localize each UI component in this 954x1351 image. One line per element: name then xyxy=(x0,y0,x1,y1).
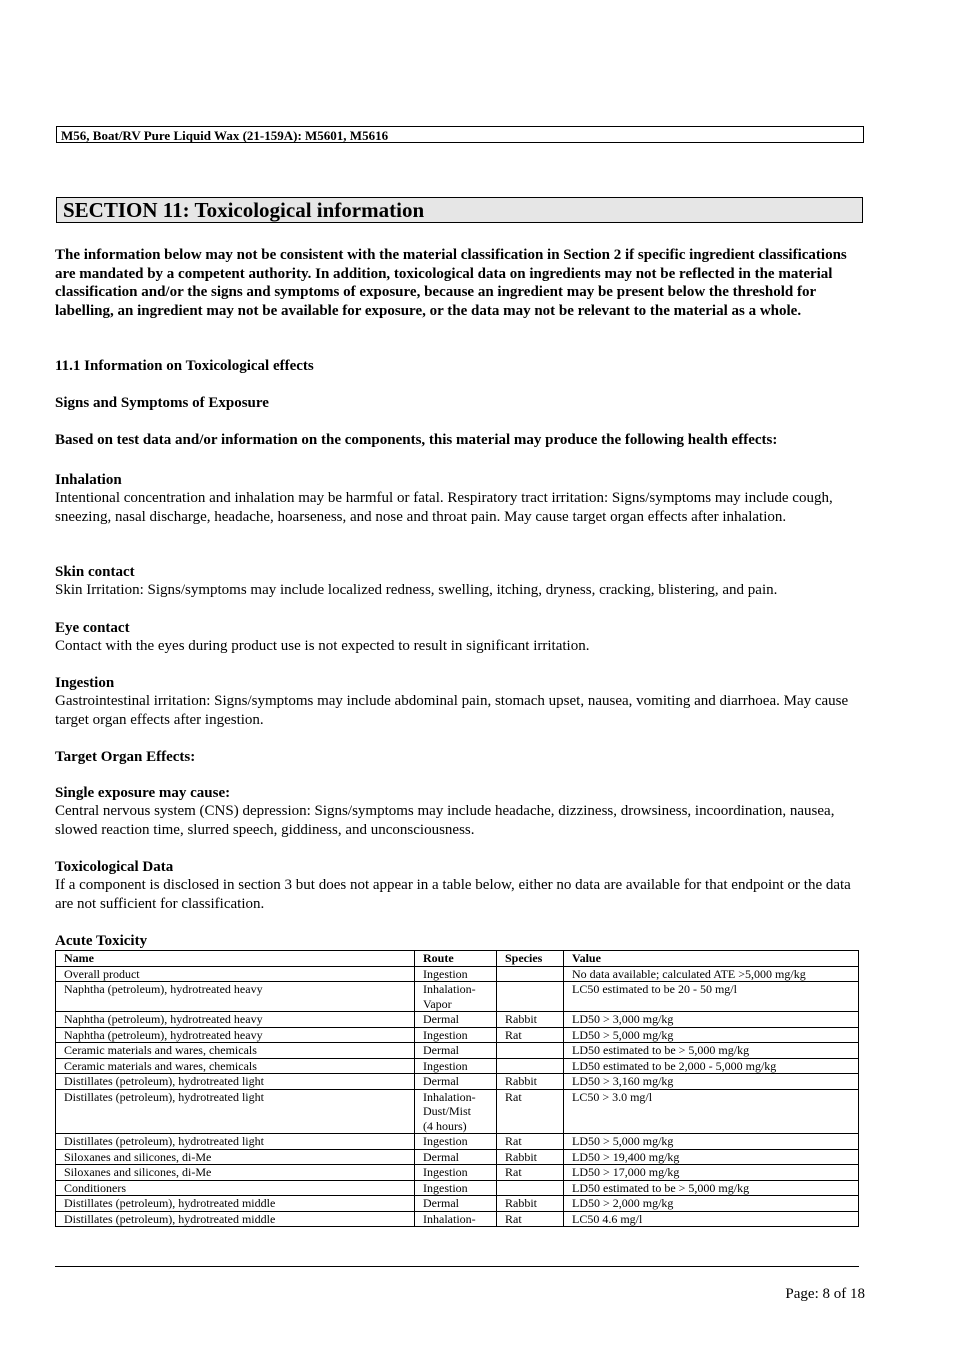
cell-species xyxy=(497,1058,564,1074)
cell-route: Inhalation- xyxy=(415,1211,497,1227)
cell-value: LD50 > 2,000 mg/kg xyxy=(564,1196,859,1212)
cell-value: LD50 estimated to be > 5,000 mg/kg xyxy=(564,1180,859,1196)
page-number: Page: 8 of 18 xyxy=(785,1286,865,1302)
cell-species: Rabbit xyxy=(497,1074,564,1090)
cell-route: Ingestion xyxy=(415,1058,497,1074)
document-header-product: M56, Boat/RV Pure Liquid Wax (21-159A): M5601, M5616 xyxy=(56,126,864,143)
cell-value: LD50 > 5,000 mg/kg xyxy=(564,1027,859,1043)
cell-name: Naphtha (petroleum), hydrotreated heavy xyxy=(56,982,415,1012)
target-organ-heading: Target Organ Effects: xyxy=(55,749,196,765)
cell-species: Rabbit xyxy=(497,1149,564,1165)
table-row xyxy=(56,1043,859,1059)
single-exposure-heading: Single exposure may cause: xyxy=(55,785,231,801)
table-row xyxy=(56,982,859,1012)
cell-species xyxy=(497,982,564,1012)
cell-route: Dermal xyxy=(415,1074,497,1090)
cell-name: Ceramic materials and wares, chemicals xyxy=(56,1058,415,1074)
table-row xyxy=(56,1134,859,1150)
cell-route: Dermal xyxy=(415,1149,497,1165)
cell-route: Dermal xyxy=(415,1196,497,1212)
cell-value: LD50 > 19,400 mg/kg xyxy=(564,1149,859,1165)
toxicological-data-heading: Toxicological Data xyxy=(55,859,174,875)
cell-name: Siloxanes and silicones, di-Me xyxy=(56,1149,415,1165)
table-row xyxy=(56,1180,859,1196)
cell-species xyxy=(497,966,564,982)
cell-route: Inhalation- Vapor xyxy=(415,982,497,1012)
table-row xyxy=(56,1012,859,1028)
cell-species: Rabbit xyxy=(497,1196,564,1212)
cell-name: Distillates (petroleum), hydrotreated light xyxy=(56,1089,415,1134)
cell-species: Rat xyxy=(497,1089,564,1134)
eye-contact-text: Contact with the eyes during product use is not expected to result in significant irritation. xyxy=(55,638,590,654)
cell-name: Siloxanes and silicones, di-Me xyxy=(56,1165,415,1181)
table-row xyxy=(56,1211,859,1227)
cell-value: LC50 > 3.0 mg/l xyxy=(564,1089,859,1134)
cell-value: LD50 > 17,000 mg/kg xyxy=(564,1165,859,1181)
cell-species xyxy=(497,1043,564,1059)
skin-contact-text: Skin Irritation: Signs/symptoms may include localized redness, swelling, itching, dryness, cracking, blistering, and pain. xyxy=(55,582,778,598)
intro-paragraph: The information below may not be consistent with the material classification in Section 2 if specific ingredient classifications are mandated by a competent authority. In addition, toxicological data on ingredients may not be reflected in the material classification and/or the signs and symptoms of exposure, because an ingredient may be present below the threshold for labelling, an ingredient may not be available for exposure, or the data may not be relevant to the material as a whole. xyxy=(55,247,847,319)
single-exposure-text: Central nervous system (CNS) depression: Signs/symptoms may include headache, dizziness, drowsiness, incoordination, nausea, slowed reaction time, slurred speech, giddiness, and unconsciousness. xyxy=(55,803,835,838)
table-header-row xyxy=(56,951,859,967)
table-row xyxy=(56,1089,859,1134)
cell-species: Rat xyxy=(497,1211,564,1227)
cell-species: Rat xyxy=(497,1165,564,1181)
cell-value: LD50 > 3,160 mg/kg xyxy=(564,1074,859,1090)
table-row xyxy=(56,1165,859,1181)
cell-name: Distillates (petroleum), hydrotreated middle xyxy=(56,1196,415,1212)
cell-route: Dermal xyxy=(415,1043,497,1059)
acute-toxicity-table xyxy=(55,950,859,1227)
cell-name: Conditioners xyxy=(56,1180,415,1196)
cell-name: Naphtha (petroleum), hydrotreated heavy xyxy=(56,1027,415,1043)
table-row xyxy=(56,1074,859,1090)
inhalation-text: Intentional concentration and inhalation may be harmful or fatal. Respiratory tract irritation: Signs/symptoms may include cough, sneezing, nasal discharge, headache, hoarseness, and nose and throat pain. May cause target organ effects after inhalation. xyxy=(55,490,833,525)
cell-value: LD50 > 5,000 mg/kg xyxy=(564,1134,859,1150)
footer-rule xyxy=(55,1266,859,1267)
table-row xyxy=(56,1058,859,1074)
subsection-heading: 11.1 Information on Toxicological effects xyxy=(55,358,314,374)
table-row xyxy=(56,1196,859,1212)
cell-value: LD50 estimated to be > 5,000 mg/kg xyxy=(564,1043,859,1059)
cell-route: Ingestion xyxy=(415,1027,497,1043)
cell-route: Ingestion xyxy=(415,1165,497,1181)
cell-species xyxy=(497,1180,564,1196)
signs-heading: Signs and Symptoms of Exposure xyxy=(55,395,269,411)
column-header-species: Species xyxy=(497,951,564,967)
column-header-route: Route xyxy=(415,951,497,967)
eye-contact-heading: Eye contact xyxy=(55,620,130,636)
cell-route: Ingestion xyxy=(415,1134,497,1150)
cell-route: Ingestion xyxy=(415,1180,497,1196)
table-row xyxy=(56,1027,859,1043)
ingestion-heading: Ingestion xyxy=(55,675,115,691)
inhalation-heading: Inhalation xyxy=(55,472,122,488)
column-header-value: Value xyxy=(564,951,859,967)
cell-route: Dermal xyxy=(415,1012,497,1028)
ingestion-text: Gastrointestinal irritation: Signs/symptoms may include abdominal pain, stomach upset, nausea, vomiting and diarrhoea. May cause target organ effects after ingestion. xyxy=(55,693,849,728)
cell-species: Rat xyxy=(497,1027,564,1043)
cell-name: Distillates (petroleum), hydrotreated middle xyxy=(56,1211,415,1227)
acute-toxicity-heading: Acute Toxicity xyxy=(55,933,148,949)
cell-name: Distillates (petroleum), hydrotreated light xyxy=(56,1134,415,1150)
cell-value: LD50 > 3,000 mg/kg xyxy=(564,1012,859,1028)
table-row xyxy=(56,1149,859,1165)
based-on-statement: Based on test data and/or information on the components, this material may produce the following health effects: xyxy=(55,432,778,448)
table-row xyxy=(56,966,859,982)
column-header-name: Name xyxy=(56,951,415,967)
cell-species: Rabbit xyxy=(497,1012,564,1028)
toxicological-data-text: If a component is disclosed in section 3 but does not appear in a table below, either no data are available for that endpoint or the data are not sufficient for classification. xyxy=(55,877,851,912)
cell-route: Ingestion xyxy=(415,966,497,982)
cell-name: Ceramic materials and wares, chemicals xyxy=(56,1043,415,1059)
cell-value: LC50 estimated to be 20 - 50 mg/l xyxy=(564,982,859,1012)
section-title: SECTION 11: Toxicological information xyxy=(56,197,863,223)
cell-species: Rat xyxy=(497,1134,564,1150)
cell-value: No data available; calculated ATE >5,000 mg/kg xyxy=(564,966,859,982)
cell-name: Distillates (petroleum), hydrotreated light xyxy=(56,1074,415,1090)
skin-contact-heading: Skin contact xyxy=(55,564,135,580)
cell-value: LC50 4.6 mg/l xyxy=(564,1211,859,1227)
cell-name: Overall product xyxy=(56,966,415,982)
cell-value: LD50 estimated to be 2,000 - 5,000 mg/kg xyxy=(564,1058,859,1074)
cell-route: Inhalation- Dust/Mist (4 hours) xyxy=(415,1089,497,1134)
cell-name: Naphtha (petroleum), hydrotreated heavy xyxy=(56,1012,415,1028)
